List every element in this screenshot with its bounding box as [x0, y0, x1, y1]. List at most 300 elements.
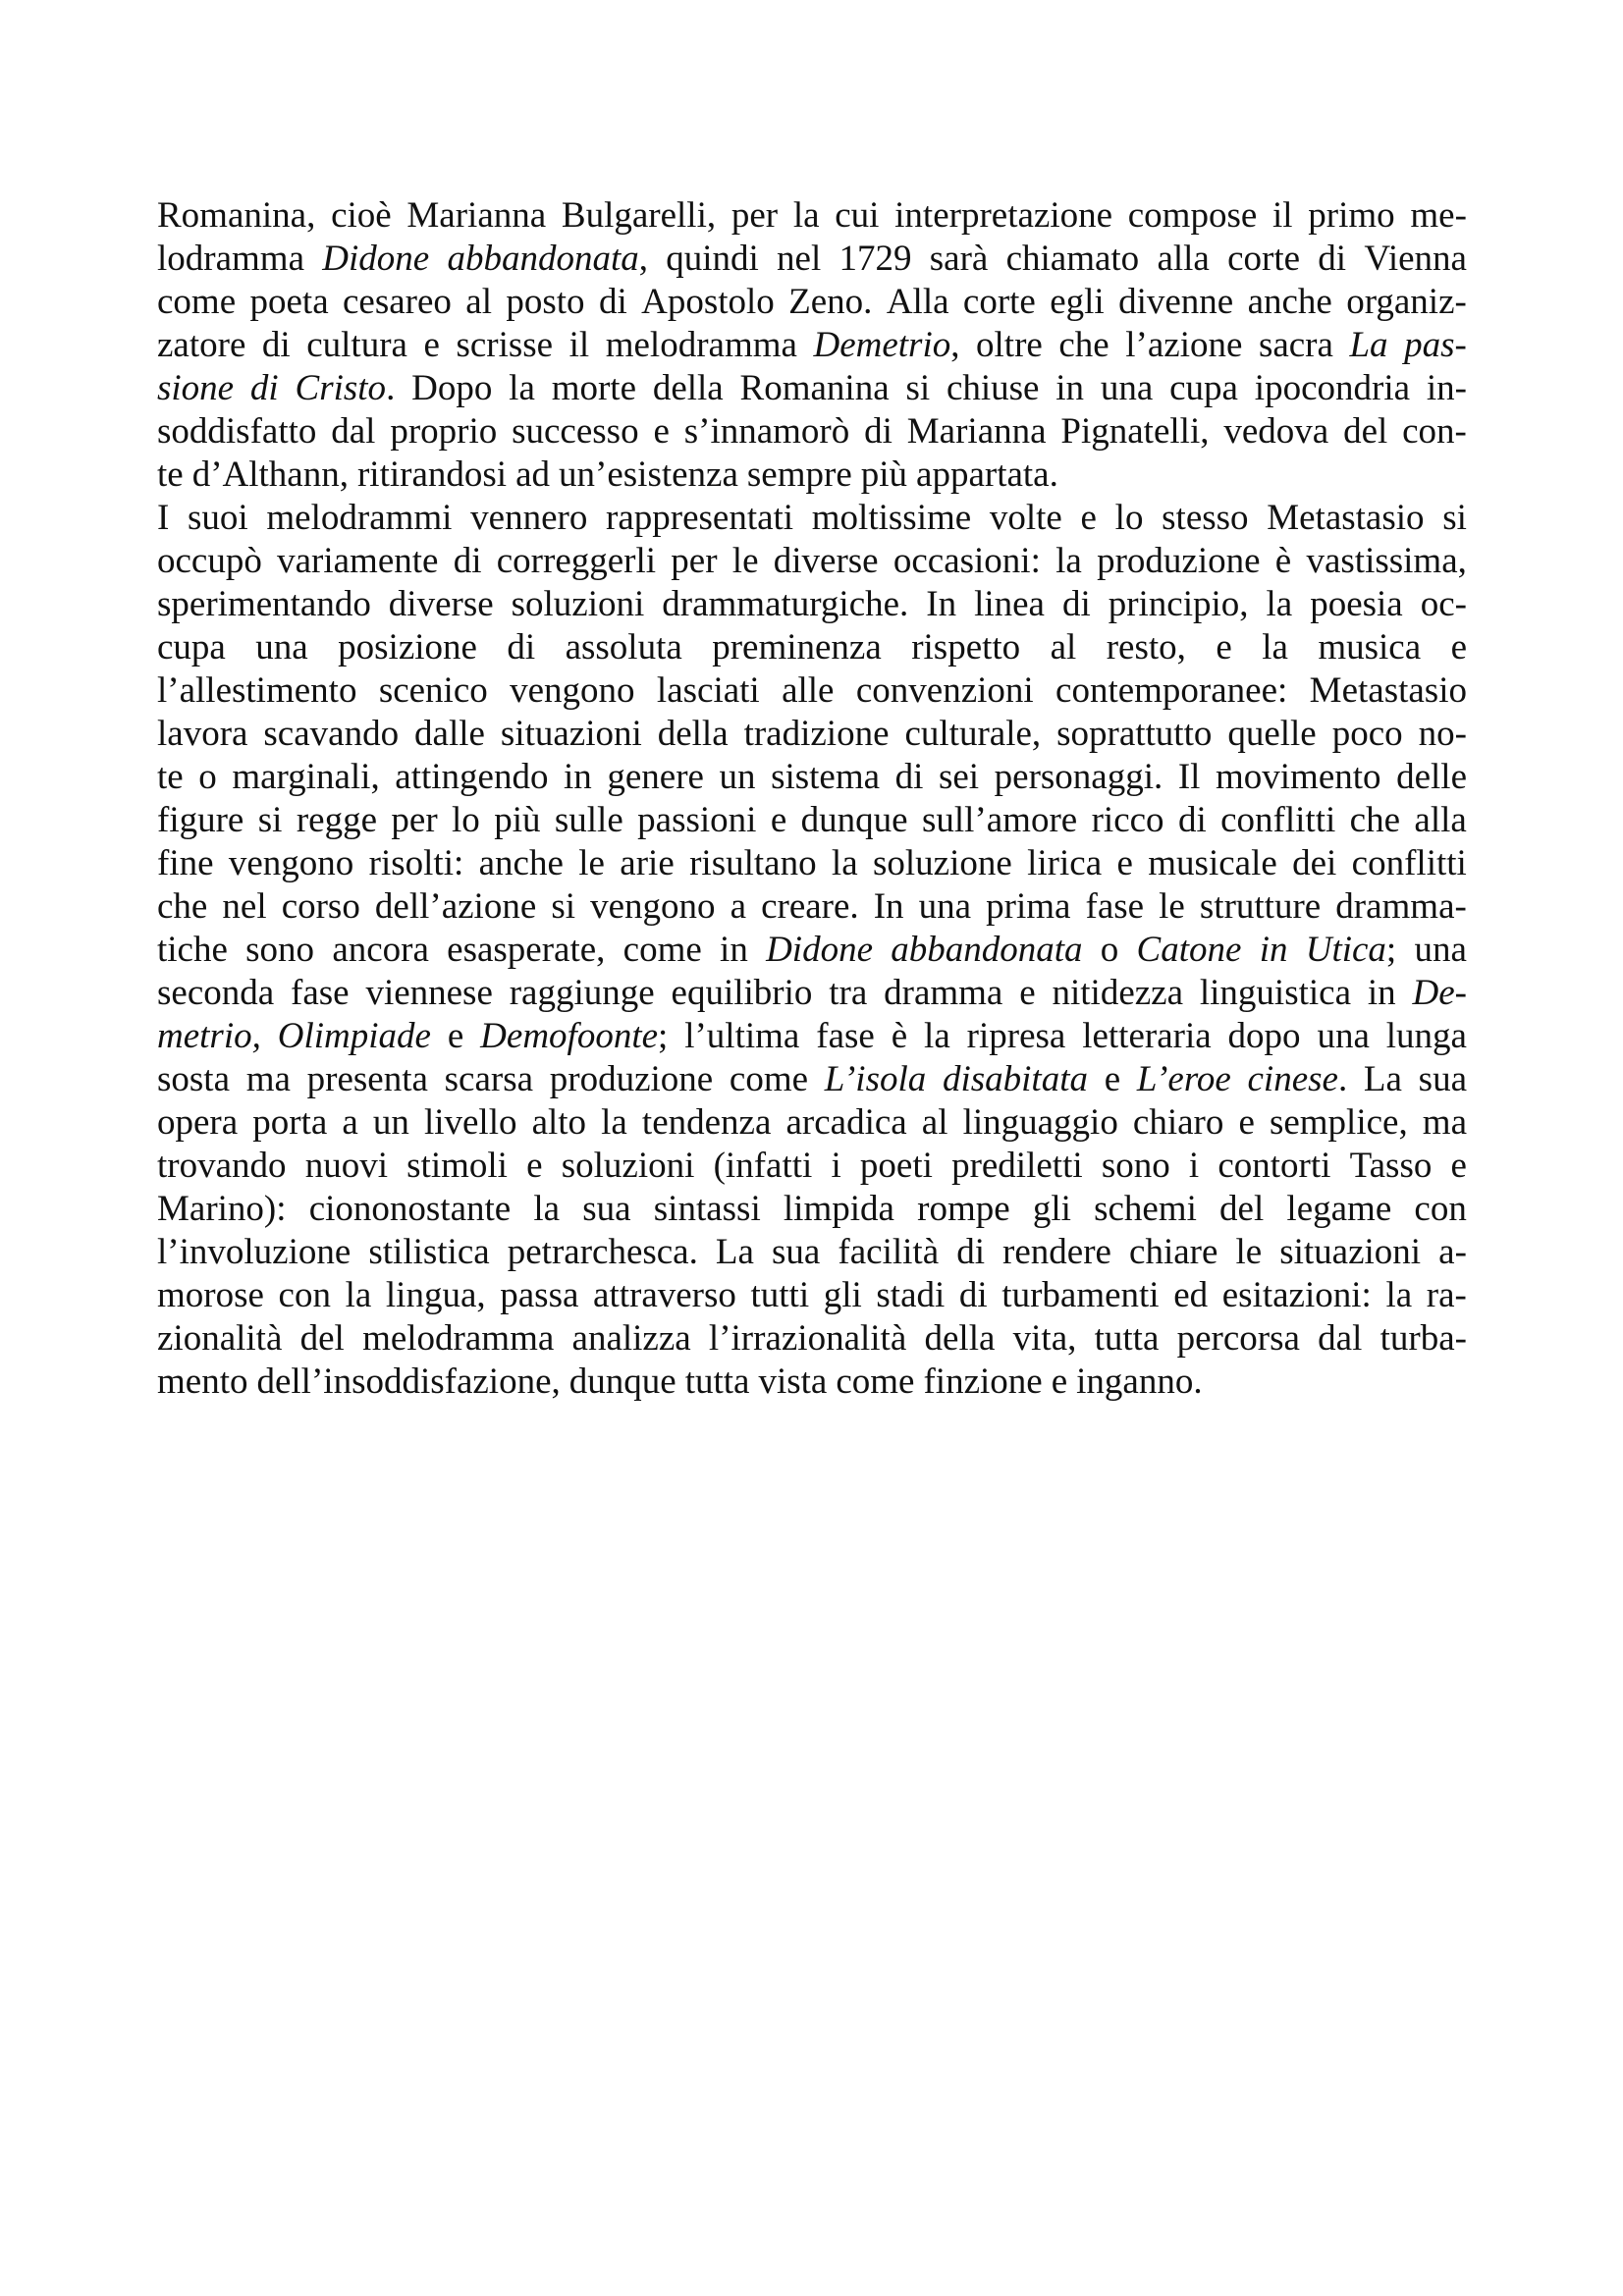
- word: [1220, 799, 1335, 842]
- word-text: i: [1188, 1146, 1200, 1186]
- word: [963, 1101, 1118, 1145]
- word-text: esitazioni:: [1221, 1275, 1372, 1315]
- word: [812, 497, 971, 540]
- word-text: Romanina,: [157, 195, 316, 236]
- word-text: e: [653, 411, 670, 452]
- italic-word: Catone: [1136, 930, 1242, 970]
- word-text: in: [1055, 368, 1085, 408]
- word-text: ma: [245, 1059, 291, 1099]
- word-text: figure: [157, 800, 244, 840]
- word-text: cesareo: [343, 282, 452, 322]
- word-text: la: [1385, 1275, 1413, 1315]
- word-text: Metastasio: [1309, 670, 1467, 711]
- word-text: culturale,: [904, 714, 1042, 754]
- word: [672, 972, 813, 1015]
- word: [1095, 1317, 1160, 1361]
- word: [774, 540, 879, 583]
- word-text: la: [1055, 541, 1082, 581]
- word-text: sull’amore: [921, 800, 1078, 840]
- text-line: [157, 1361, 1467, 1404]
- word-text: situazioni: [1279, 1232, 1422, 1272]
- word: [562, 194, 716, 238]
- word-text: si: [551, 886, 576, 927]
- word: [907, 410, 1047, 454]
- word-text: stilistica: [368, 1232, 490, 1272]
- word: [552, 367, 636, 410]
- word: [831, 1145, 840, 1188]
- word-text: oltre: [976, 325, 1043, 365]
- word: [263, 713, 399, 756]
- word: [590, 885, 715, 929]
- word: [1318, 238, 1346, 281]
- word-text: corte: [1227, 239, 1301, 279]
- word-text: arcadica: [785, 1102, 907, 1143]
- word-text: equilibrio: [671, 973, 813, 1013]
- word-text: risolti:: [368, 843, 464, 883]
- word-text: morose: [157, 1275, 264, 1315]
- word-text: si: [257, 800, 283, 840]
- word: [1451, 626, 1467, 669]
- word: [1177, 1317, 1300, 1361]
- word: [157, 756, 184, 799]
- word: [346, 1274, 372, 1317]
- word-text: chiare: [1129, 1232, 1218, 1272]
- word-text: la: [345, 1275, 372, 1315]
- text-line: [157, 410, 1467, 454]
- word: [990, 497, 1062, 540]
- word: [784, 1188, 894, 1231]
- word: [157, 324, 245, 367]
- word-text: tiche: [157, 930, 228, 970]
- word: [873, 842, 1012, 885]
- word-text: Marianna: [406, 195, 547, 236]
- word: [1157, 238, 1209, 281]
- word: [963, 281, 1036, 324]
- word: [1082, 1015, 1211, 1058]
- text-line: [157, 1101, 1467, 1145]
- word: [447, 238, 648, 281]
- word-text: soluzione: [872, 843, 1012, 883]
- word-text: l’azione: [1125, 325, 1243, 365]
- word-text: un: [719, 757, 756, 797]
- word: [1427, 1274, 1467, 1317]
- word: [157, 885, 207, 929]
- word: [1227, 238, 1300, 281]
- word-text: linea: [974, 584, 1045, 624]
- word: [395, 756, 548, 799]
- word-text: ,: [950, 325, 960, 365]
- word: [917, 1188, 1010, 1231]
- word-text: corte: [962, 282, 1036, 322]
- word-text: sono: [245, 930, 315, 970]
- italic-word: L’eroe: [1136, 1059, 1231, 1099]
- word: [839, 238, 912, 281]
- word: [157, 1317, 282, 1361]
- word: [1402, 410, 1467, 454]
- word: [306, 324, 407, 367]
- word-text: strutture: [1199, 886, 1322, 927]
- word-text: a: [730, 886, 747, 927]
- word-text: fase: [1085, 886, 1145, 927]
- word: [500, 1274, 578, 1317]
- body-text: [157, 194, 1467, 1404]
- word: [684, 410, 850, 454]
- word-text: I: [157, 498, 170, 538]
- word: [509, 367, 535, 410]
- word: [1107, 626, 1186, 669]
- word: [1306, 540, 1466, 583]
- word: [423, 324, 439, 367]
- word: [157, 1145, 287, 1188]
- word: [662, 583, 908, 626]
- word-text: musica: [1318, 627, 1422, 667]
- word-text: Zeno.: [788, 282, 873, 322]
- word: [947, 367, 1040, 410]
- word: [758, 1361, 827, 1404]
- italic-word: Didone: [766, 930, 874, 970]
- word-text: stimoli: [406, 1146, 508, 1186]
- word: [157, 1188, 287, 1231]
- word-text: contemporanee:: [1055, 670, 1288, 711]
- word-text: successo: [512, 411, 639, 452]
- word: [904, 713, 1041, 756]
- word: [887, 281, 949, 324]
- word: [1055, 669, 1287, 713]
- word-text: cultura: [306, 325, 407, 365]
- word-text: rappresentati: [606, 498, 794, 538]
- word-text: te: [157, 757, 184, 797]
- word: [606, 324, 797, 367]
- word-text: passa: [500, 1275, 579, 1315]
- word-text: suoi: [188, 498, 248, 538]
- word: [824, 1274, 862, 1317]
- word: [198, 756, 217, 799]
- word-text: l’ultima: [684, 1016, 800, 1056]
- word: [255, 626, 307, 669]
- word: [1427, 367, 1467, 410]
- word: [919, 885, 971, 929]
- word-text: alla: [1157, 239, 1210, 279]
- word-text: correggerli: [496, 541, 657, 581]
- word-text: ;: [1385, 930, 1397, 970]
- word: [157, 1101, 238, 1145]
- word: [512, 410, 638, 454]
- word: [1109, 583, 1249, 626]
- word-text: e: [1104, 1059, 1121, 1099]
- word: [689, 842, 816, 885]
- word: [1419, 1058, 1467, 1101]
- word-text: dunque: [800, 800, 908, 840]
- word: [1364, 1058, 1402, 1101]
- word-text: e: [1080, 498, 1097, 538]
- italic-word: abbandonata: [891, 930, 1083, 970]
- word: [157, 1058, 230, 1101]
- word-text: convenzioni: [855, 670, 1034, 711]
- word: [479, 842, 564, 885]
- word-text: ritirandosi: [356, 454, 508, 495]
- word: [666, 238, 759, 281]
- word: [916, 454, 1058, 497]
- word-text: s’innamorò: [683, 411, 850, 452]
- word: [1055, 367, 1084, 410]
- word-text: la: [1262, 627, 1288, 667]
- word: [569, 1361, 676, 1404]
- word: [1133, 1101, 1223, 1145]
- word-text: o: [198, 757, 217, 797]
- word: [1173, 1274, 1208, 1317]
- word-text: attraverso: [593, 1275, 736, 1315]
- word-text: ;: [658, 1016, 669, 1056]
- word: [716, 1231, 754, 1274]
- word-text: musicale: [1148, 843, 1277, 883]
- word: [222, 885, 266, 929]
- word: [515, 454, 550, 497]
- word-text: vengono: [590, 886, 716, 927]
- word-text: come: [836, 1362, 915, 1402]
- word: [730, 885, 746, 929]
- word-text: è: [891, 1016, 908, 1056]
- word: [1292, 842, 1336, 885]
- word: [279, 1274, 331, 1317]
- word: [782, 669, 834, 713]
- word-text: ipocondria: [1254, 368, 1411, 408]
- word-text: quindi: [666, 239, 759, 279]
- word-text: diverse: [773, 541, 879, 581]
- word: [291, 972, 350, 1015]
- word-text: Bulgarelli,: [561, 195, 717, 236]
- word: [1352, 842, 1467, 885]
- word: [157, 799, 243, 842]
- word: [157, 194, 315, 238]
- word: [1396, 756, 1467, 799]
- word: [569, 324, 590, 367]
- word-text: dell’insoddisfazione,: [256, 1362, 561, 1402]
- word-text: le: [578, 843, 605, 883]
- word: [939, 756, 979, 799]
- word: [157, 1231, 351, 1274]
- word-text: l’involuzione: [157, 1232, 352, 1272]
- word-text: limpida: [783, 1189, 894, 1229]
- word-text: lo: [1114, 498, 1144, 538]
- word: [1267, 497, 1424, 540]
- word: [1350, 799, 1400, 842]
- word: [1317, 1015, 1369, 1058]
- text-line: [157, 454, 1467, 497]
- word-text: tutti: [750, 1275, 810, 1315]
- word: [1033, 1188, 1071, 1231]
- word-text: tra: [829, 973, 868, 1013]
- word: [1076, 1361, 1202, 1404]
- word-text: marginali,: [232, 757, 380, 797]
- word-text: scenico: [378, 670, 488, 711]
- word-text: si: [905, 368, 931, 408]
- word-text: sua: [1418, 1059, 1467, 1099]
- word-text: passioni: [637, 800, 757, 840]
- word: [391, 799, 437, 842]
- word: [601, 1101, 627, 1145]
- word-text: una: [255, 627, 308, 667]
- text-line: [157, 756, 1467, 799]
- word-text: occasioni:: [893, 541, 1041, 581]
- italic-word: in: [1259, 930, 1288, 970]
- word: [747, 454, 852, 497]
- word: [761, 885, 859, 929]
- word-text: Vienna: [1364, 239, 1467, 279]
- word: [252, 1101, 327, 1145]
- word: [1115, 497, 1144, 540]
- word: [801, 799, 908, 842]
- word-text: sempre: [746, 454, 852, 495]
- text-line: [157, 497, 1467, 540]
- word-text: l’irrazionalità: [708, 1318, 907, 1359]
- word-text: resto,: [1106, 627, 1186, 667]
- word-text: porta: [252, 1102, 328, 1143]
- word: [788, 281, 872, 324]
- word-text: per: [671, 541, 718, 581]
- word: [891, 929, 1082, 972]
- word: [157, 929, 228, 972]
- word: [1227, 713, 1316, 756]
- word: [1386, 1015, 1467, 1058]
- word-text: sono: [1101, 1146, 1170, 1186]
- word: [157, 238, 304, 281]
- word: [1410, 194, 1467, 238]
- word-text: ripresa: [966, 1016, 1066, 1056]
- word: [456, 324, 553, 367]
- word: [300, 1317, 345, 1361]
- word: [1159, 885, 1185, 929]
- word-text: la: [1266, 584, 1293, 624]
- word-text: per: [391, 800, 438, 840]
- word-text: le: [1235, 1232, 1263, 1272]
- word-text: più: [494, 800, 541, 840]
- word-text: personaggi.: [994, 757, 1163, 797]
- word-text: ancora: [332, 930, 429, 970]
- word-text: soprattutto: [1056, 714, 1213, 754]
- word-text: compose: [1127, 195, 1258, 236]
- word-text: le: [731, 541, 759, 581]
- word-text: di: [598, 282, 627, 322]
- word-text: scarsa: [444, 1059, 534, 1099]
- italic-word: cinese: [1247, 1059, 1338, 1099]
- word-text: vita,: [1012, 1318, 1077, 1359]
- word: [157, 583, 371, 626]
- word-text: dunque: [568, 1362, 676, 1402]
- word: [1346, 281, 1467, 324]
- word-text: una: [918, 886, 972, 927]
- word-text: ricco: [1091, 800, 1164, 840]
- word-text: gli: [823, 1275, 862, 1315]
- word: [379, 669, 488, 713]
- word-text: risultano: [689, 843, 817, 883]
- word: [506, 281, 584, 324]
- word-text: i: [831, 1146, 841, 1186]
- word: [564, 756, 592, 799]
- italic-word: disabitata: [942, 1059, 1088, 1099]
- word-text: fase: [816, 1016, 875, 1056]
- word: [1238, 1101, 1254, 1145]
- word: [245, 929, 314, 972]
- word-text: della: [924, 1318, 996, 1359]
- word-text: linguistica: [1199, 973, 1352, 1013]
- word: [232, 756, 379, 799]
- word: [368, 1231, 489, 1274]
- word-text: poeti: [859, 1146, 933, 1186]
- word-text: Il: [1177, 757, 1201, 797]
- word: [967, 1015, 1066, 1058]
- word-text: nitidezza: [1052, 973, 1184, 1013]
- word-text: arie: [620, 843, 675, 883]
- word-text: assoluta: [565, 627, 682, 667]
- word: [1200, 885, 1321, 929]
- word: [1219, 1188, 1264, 1231]
- word: [250, 281, 329, 324]
- word-text: sulle: [554, 800, 623, 840]
- word: [1262, 626, 1288, 669]
- word: [1235, 1231, 1262, 1274]
- word: [1051, 626, 1077, 669]
- word: [266, 497, 452, 540]
- word: [974, 583, 1045, 626]
- word-text: In: [873, 886, 904, 927]
- word-text: nel: [222, 886, 267, 927]
- word: [1368, 972, 1396, 1015]
- word-text: al: [465, 282, 492, 322]
- word: [864, 410, 893, 454]
- word-text: .: [386, 368, 396, 408]
- word-text: volte: [989, 498, 1062, 538]
- word-text: alle: [782, 670, 835, 711]
- text-line: [157, 972, 1467, 1015]
- word: [1050, 281, 1104, 324]
- word-text: vastissima,: [1306, 541, 1467, 581]
- word: [922, 799, 1077, 842]
- italic-word: Demofoonte: [480, 1016, 659, 1056]
- word: [157, 497, 169, 540]
- word-text: sarà: [929, 239, 989, 279]
- word: [772, 1231, 820, 1274]
- word-text: situazioni: [500, 714, 642, 754]
- word-text: quelle: [1227, 714, 1317, 754]
- word-text: produzione: [1097, 541, 1261, 581]
- word-text: ra-: [1426, 1275, 1467, 1315]
- word-text: di: [1318, 239, 1347, 279]
- word-text: appartata.: [916, 454, 1058, 495]
- word-text: sintassi: [653, 1189, 761, 1229]
- word: [1332, 713, 1403, 756]
- word: [653, 367, 724, 410]
- word: [892, 1015, 907, 1058]
- italic-word: De-: [1412, 973, 1467, 1013]
- word: [390, 410, 497, 454]
- word: [1148, 842, 1277, 885]
- word-text: di: [261, 325, 291, 365]
- word-text: il: [568, 325, 590, 365]
- word: [1137, 929, 1242, 972]
- word: [157, 1015, 261, 1058]
- word-text: interpretazione: [894, 195, 1113, 236]
- word-text: una: [1414, 930, 1467, 970]
- word: [297, 799, 377, 842]
- word-text: anche: [478, 843, 564, 883]
- word: [411, 367, 492, 410]
- word: [1189, 1145, 1199, 1188]
- word: [375, 885, 536, 929]
- text-line: [157, 1058, 1467, 1101]
- word: [714, 1145, 813, 1188]
- italic-word: abbandonata: [447, 239, 639, 279]
- word-text: viennese: [365, 973, 493, 1013]
